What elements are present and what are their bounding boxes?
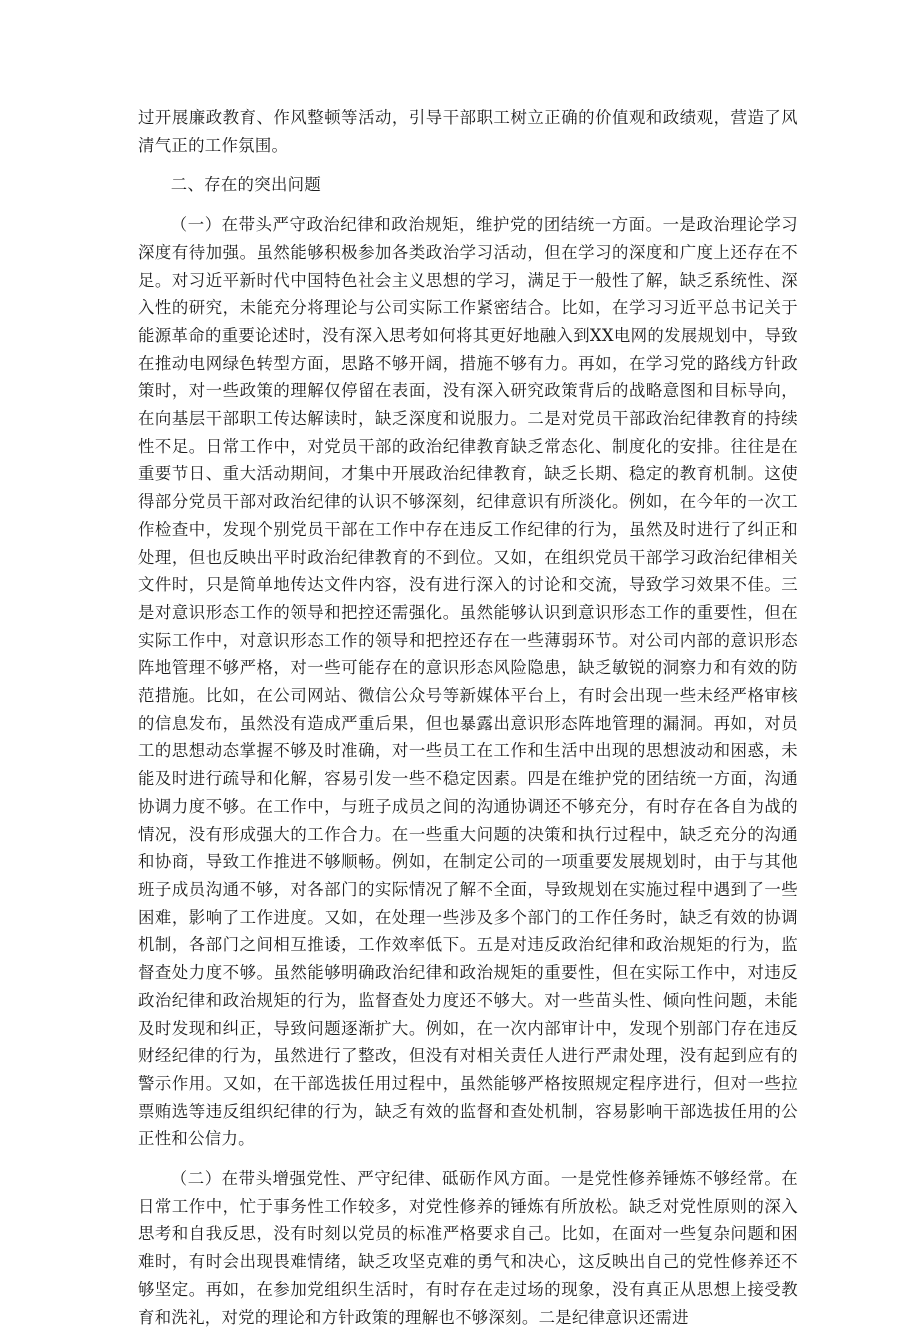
paragraph-section-one: （一）在带头严守政治纪律和政治规矩，维护党的团结统一方面。一是政治理论学习深度有待加强。虽然能够积极参加各类政治学习活动，但在学习的深度和广度上还存在不足。对习近平新时代中国特色社会主义思想的学习，满足于一般性了解，缺乏系统性、深入性的研究，未能充分将理论与公司实际工作紧密结合。比如，在学习习近平总书记关于能源革命的重要论述时，没有深入思考如何将其更好地融入到XX电网的发展规划中，导致在推动电网绿色转型方面，思路不够开阔，措施不够有力。再如，在学习党的路线方针政策时，对一些政策的理解仅停留在表面，没有深入研究政策背后的战略意图和目标导向，在向基层干部职工传达解读时，缺乏深度和说服力。二是对党员干部政治纪律教育的持续性不足。日常工作中，对党员干部的政治纪律教育缺乏常态化、制度化的安排。往往是在重要节日、重大活动期间，才集中开展政治纪律教育，缺乏长期、稳定的教育机制。这使得部分党员干部对政治纪律的认识不够深刻，纪律意识有所淡化。例如，在今年的一次工作检查中，发现个别党员干部在工作中存在违反工作纪律的行为，虽然及时进行了纠正和处理，但也反映出平时政治纪律教育的不到位。又如，在组织党员干部学习政治纪律相关文件时，只是简单地传达文件内容，没有进行深入的讨论和交流，导致学习效果不佳。三是对意识形态工作的领导和把控还需强化。虽然能够认识到意识形态工作的重要性，但在实际工作中，对意识形态工作的领导和把控还存在一些薄弱环节。对公司内部的意识形态阵地管理不够严格，对一些可能存在的意识形态风险隐患，缺乏敏锐的洞察力和有效的防范措施。比如，在公司网站、微信公众号等新媒体平台上，有时会出现一些未经严格审核的信息发布，虽然没有造成严重后果，但也暴露出意识形态阵地管理的漏洞。再如，对员工的思想动态掌握不够及时准确，对一些员工在工作和生活中出现的思想波动和困惑，未能及时进行疏导和化解，容易引发一些不稳定因素。四是在维护党的团结统一方面，沟通协调力度不够。在工作中，与班子成员之间的沟通协调还不够充分，有时存在各自为战的情况，没有形成强大的工作合力。在一些重大问题的决策和执行过程中，缺乏充分的沟通和协商，导致工作推进不够顺畅。例如，在制定公司的一项重要发展规划时，由于与其他班子成员沟通不够，对各部门的实际情况了解不全面，导致规划在实施过程中遇到了一些困难，影响了工作进度。又如，在处理一些涉及多个部门的工作任务时，缺乏有效的协调机制，各部门之间相互推诿，工作效率低下。五是对违反政治纪律和政治规矩的行为，监督查处力度不够。虽然能够明确政治纪律和政治规矩的重要性，但在实际工作中，对违反政治纪律和政治规矩的行为，监督查处力度还不够大。对一些苗头性、倾向性问题，未能及时发现和纠正，导致问题逐渐扩大。例如，在一次内部审计中，发现个别部门存在违反财经纪律的行为，虽然进行了整改，但没有对相关责任人进行严肃处理，没有起到应有的警示作用。又如，在干部选拔任用过程中，虽然能够严格按照规定程序进行，但对一些拉票贿选等违反组织纪律的行为，缺乏有效的监督和查处机制，容易影响干部选拔任用的公正性和公信力。 — [138, 215, 798, 1149]
section-heading: 二、存在的突出问题 — [170, 175, 322, 195]
paragraph-section-two: （二）在带头增强党性、严守纪律、砥砺作风方面。一是党性修养锤炼不够经常。在日常工作中，忙于事务性工作较多，对党性修养的锤炼有所放松。缺乏对党性原则的深入思考和自我反思，没有时刻以党员的标准严格要求自己。比如，在面对一些复杂问题和困难时，有时会出现畏难情绪，缺乏攻坚克难的勇气和决心，这反映出自己的党性修养还不够坚定。再如，在参加党组织生活时，有时存在走过场的现象，没有真正从思想上接受教育和洗礼，对党的理论和方针政策的理解也不够深刻。二是纪律意识还需进 — [138, 1169, 798, 1327]
paragraph-intro-continuation: 过开展廉政教育、作风整顿等活动，引导干部职工树立正确的价值观和政绩观，营造了风清气正的工作氛围。 — [138, 108, 798, 155]
document-page — [138, 104, 798, 1331]
